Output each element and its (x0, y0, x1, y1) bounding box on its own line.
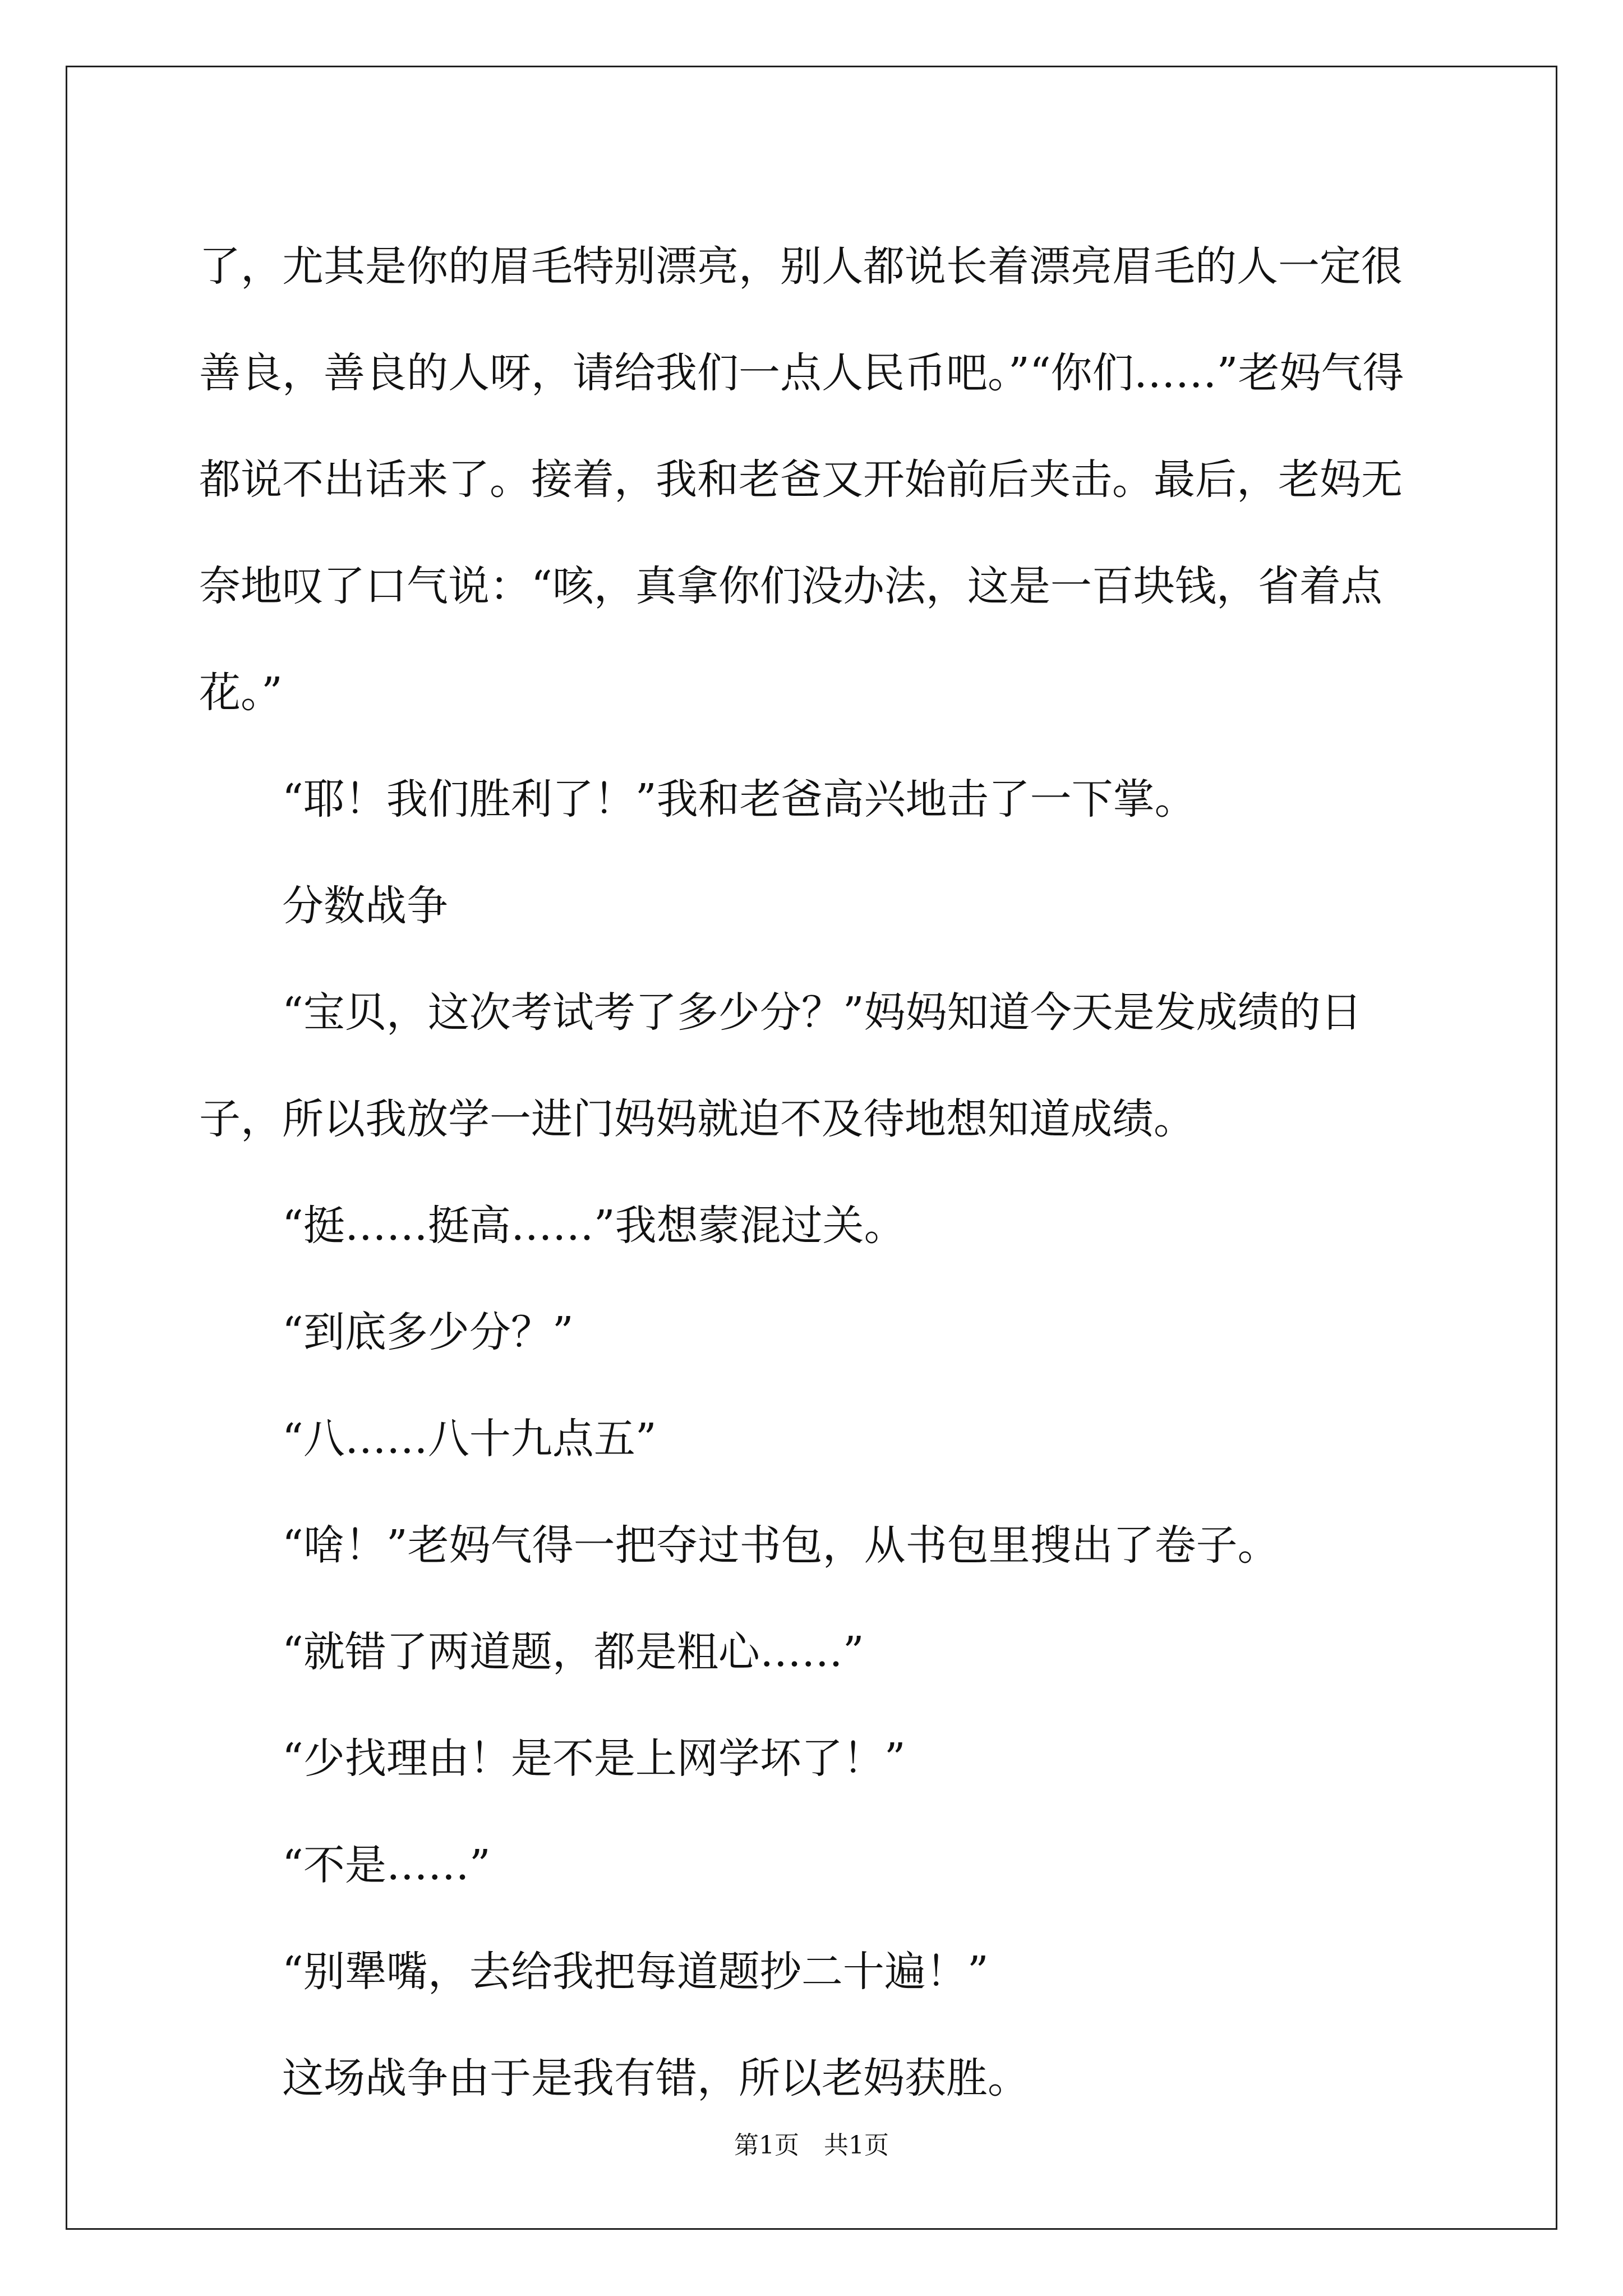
paragraph: “不是……” (282, 1841, 491, 1889)
paragraph: 这场战争由于是我有错，所以老妈获胜。 (282, 2054, 1029, 2102)
paragraph: “到底多少分？” (282, 1308, 574, 1356)
document-body (199, 213, 1433, 2132)
paragraph: “宝贝，这次考试考了多少分？”妈妈知道今天是发成绩的日子，所以我放学一进门妈妈就迫不及待地想知道成绩。 (199, 988, 1362, 1143)
page-number: 第1页 共1页 (734, 2131, 889, 2160)
paragraph: “别犟嘴，去给我把每道题抄二十遍！” (282, 1948, 989, 1996)
paragraph: “就错了两道题，都是粗心……” (282, 1628, 864, 1676)
paragraph: “耶！我们胜利了！”我和老爸高兴地击了一下掌。 (282, 775, 1196, 823)
paragraph: 了，尤其是你的眉毛特别漂亮，别人都说长着漂亮眉毛的人一定很善良，善良的人呀，请给我们一点人民币吧。”“你们……”老妈气得都说不出话来了。接着，我和老爸又开始前后夹击。最后，老妈无奈地叹了口气说：“咳，真拿你们没办法，这是一百块钱，省着点花。” (199, 242, 1404, 717)
section-heading: 分数战争 (282, 882, 448, 930)
paragraph: “八……八十九点五” (282, 1415, 657, 1463)
paragraph: “少找理由！是不是上网学坏了！” (282, 1734, 906, 1783)
paragraph: “挺……挺高……”我想蒙混过关。 (282, 1202, 906, 1250)
paragraph: “啥！”老妈气得一把夺过书包，从书包里搜出了卷子。 (282, 1521, 1279, 1570)
